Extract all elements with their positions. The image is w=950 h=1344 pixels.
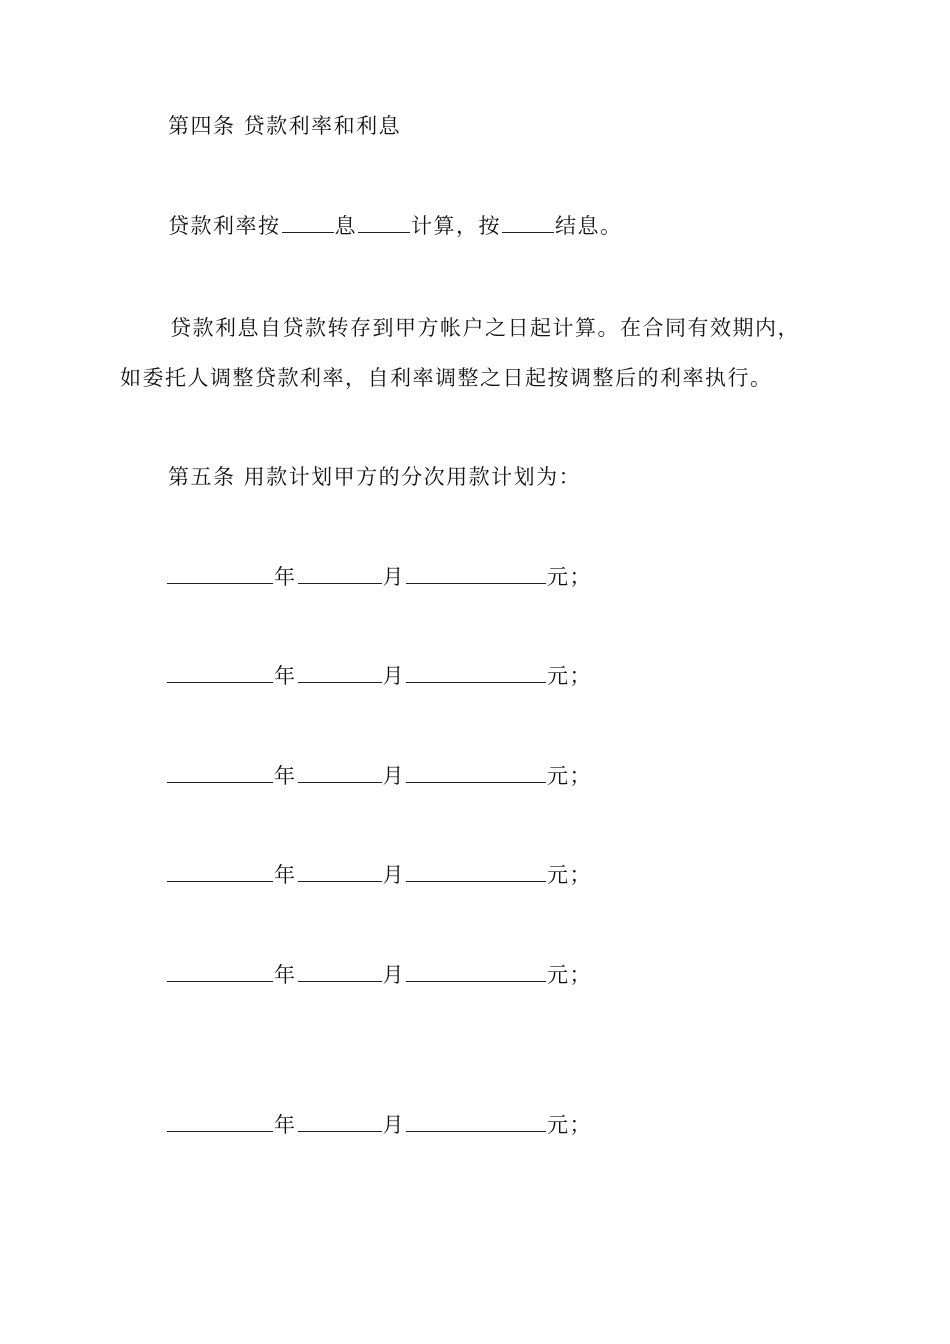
amount-blank[interactable]: [406, 662, 546, 683]
year-label: 年: [274, 963, 297, 987]
article-5-heading: 第五条 用款计划甲方的分次用款计划为：: [168, 465, 582, 489]
rate-text-4: 结息。: [555, 214, 623, 238]
rate-calc-blank[interactable]: [358, 212, 410, 233]
month-blank[interactable]: [298, 961, 382, 982]
schedule-row: [166, 661, 592, 691]
yuan-label: 元；: [547, 764, 592, 788]
year-label: 年: [274, 764, 297, 788]
interest-rate-clause: [168, 211, 623, 241]
month-blank[interactable]: [298, 762, 382, 783]
amount-blank[interactable]: [406, 861, 546, 882]
month-blank[interactable]: [298, 662, 382, 683]
month-blank[interactable]: [298, 1111, 382, 1132]
year-blank[interactable]: [167, 563, 273, 584]
month-label: 月: [382, 664, 405, 688]
year-label: 年: [274, 863, 297, 887]
yuan-label: 元；: [547, 664, 592, 688]
amount-blank[interactable]: [406, 961, 546, 982]
interest-paragraph-line-1: 贷款利息自贷款转存到甲方帐户之日起计算。在合同有效期内，: [170, 316, 800, 340]
month-blank[interactable]: [298, 563, 382, 584]
rate-text-1: 贷款利率按: [168, 214, 281, 238]
rate-text-2: 息: [334, 214, 357, 238]
year-blank[interactable]: [167, 1111, 273, 1132]
year-blank[interactable]: [167, 662, 273, 683]
schedule-row: [166, 960, 592, 990]
year-blank[interactable]: [167, 961, 273, 982]
schedule-row: [166, 1110, 592, 1140]
amount-blank[interactable]: [406, 563, 546, 584]
rate-basis-blank[interactable]: [282, 212, 334, 233]
year-label: 年: [274, 565, 297, 589]
month-label: 月: [382, 764, 405, 788]
yuan-label: 元；: [547, 863, 592, 887]
month-label: 月: [382, 565, 405, 589]
interest-paragraph-line-2: 如委托人调整贷款利率，自利率调整之日起按调整后的利率执行。: [120, 366, 773, 390]
year-label: 年: [274, 1113, 297, 1137]
amount-blank[interactable]: [406, 1111, 546, 1132]
yuan-label: 元；: [547, 963, 592, 987]
article-4-heading: 第四条 贷款利率和利息: [168, 114, 402, 138]
rate-text-3: 计算，按: [411, 214, 501, 238]
year-label: 年: [274, 664, 297, 688]
month-label: 月: [382, 1113, 405, 1137]
month-label: 月: [382, 963, 405, 987]
year-blank[interactable]: [167, 861, 273, 882]
month-label: 月: [382, 863, 405, 887]
yuan-label: 元；: [547, 565, 592, 589]
month-blank[interactable]: [298, 861, 382, 882]
schedule-row: [166, 860, 592, 890]
schedule-row: [166, 562, 592, 592]
year-blank[interactable]: [167, 762, 273, 783]
yuan-label: 元；: [547, 1113, 592, 1137]
settlement-blank[interactable]: [502, 212, 554, 233]
amount-blank[interactable]: [406, 762, 546, 783]
schedule-row: [166, 761, 592, 791]
